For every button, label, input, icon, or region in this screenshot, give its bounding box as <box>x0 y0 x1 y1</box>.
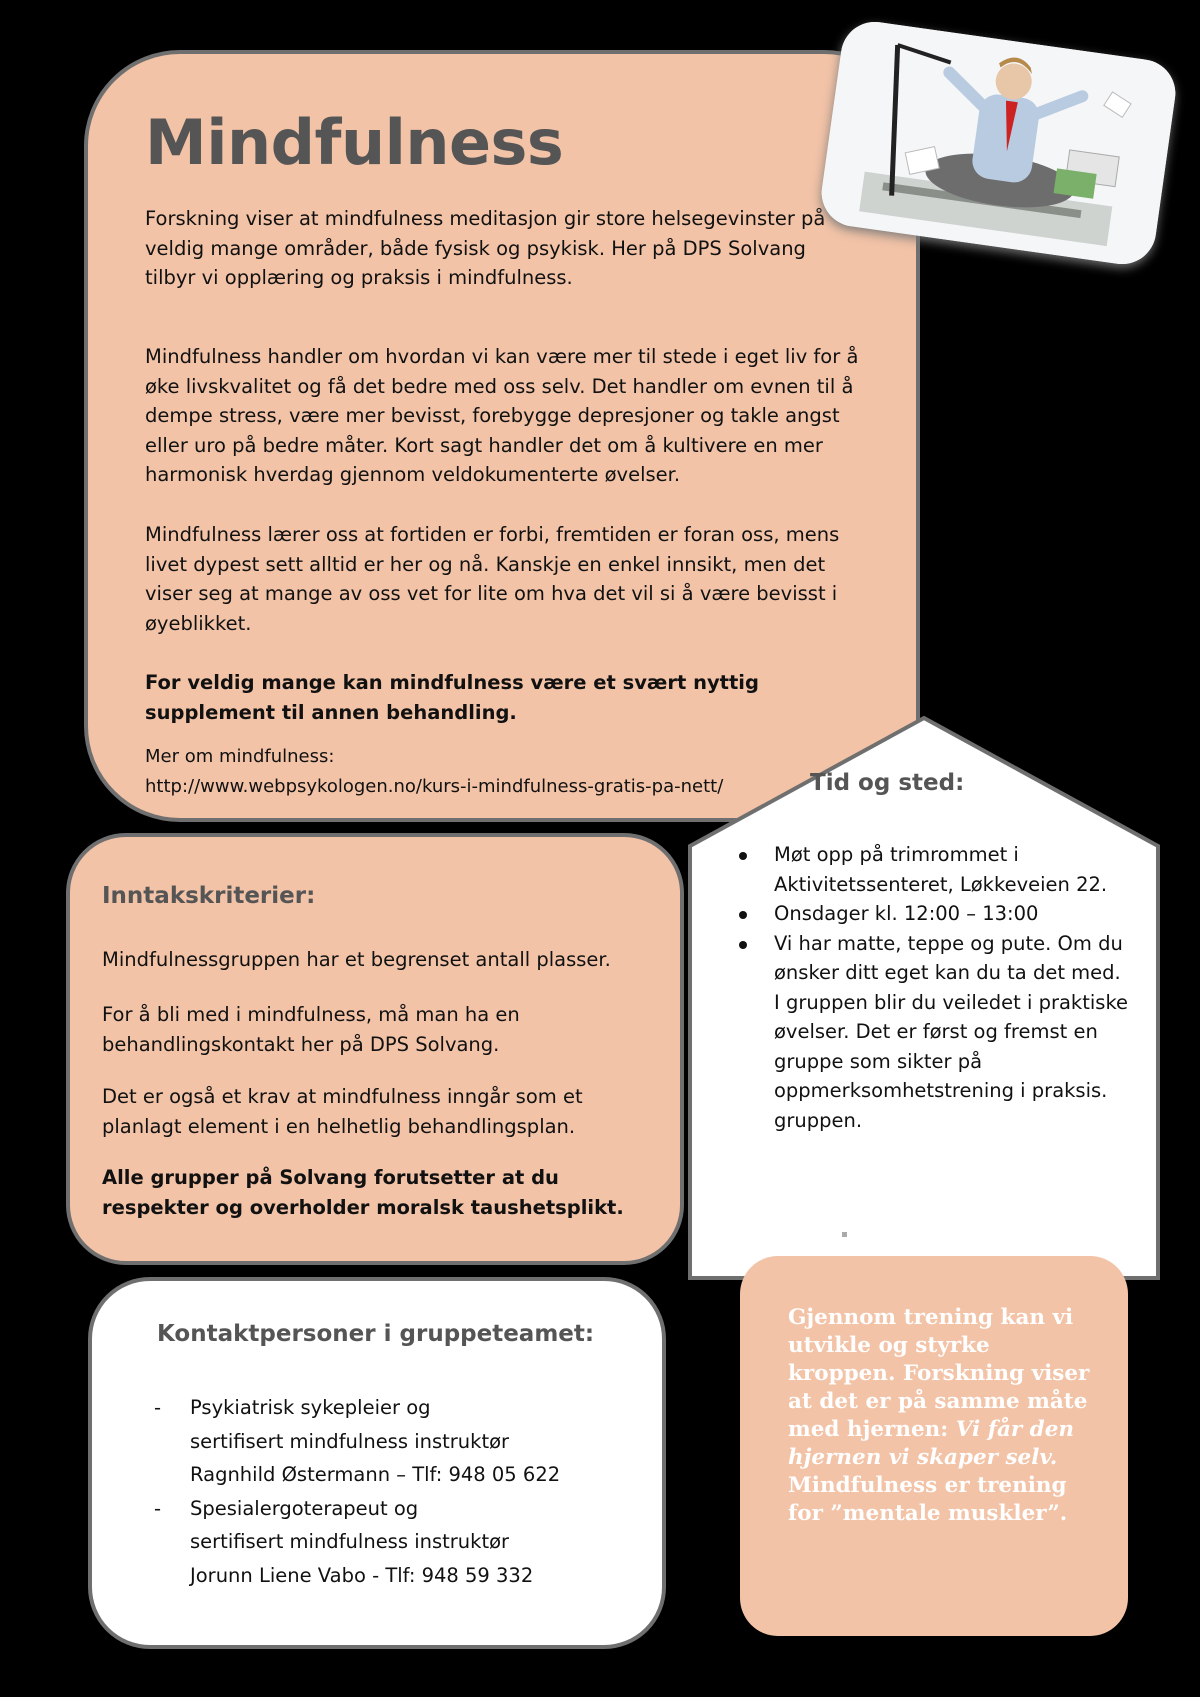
contact-name-phone: Jorunn Liene Vabo - Tlf: 948 59 332 <box>190 1563 534 1587</box>
highlight-paragraph: For veldig mange kan mindfulness være et svært nyttig supplement til annen behandling. <box>145 671 759 724</box>
contact-certification: sertifisert mindfulness instruktør <box>190 1429 510 1453</box>
intro-paragraph: Forskning viser at mindfulness meditasjon gir store helsegevinster på veldig mange områder, både fysisk og psykisk. Her på DPS Solvang tilbyr vi opplæring og praksis i mindfulness. <box>145 207 826 289</box>
present-paragraph: Mindfulness lærer oss at fortiden er forbi, fremtiden er foran oss, mens livet dypest sett alltid er her og nå. Kanskje en enkel innsikt, men det viser seg at mange av oss vet for lite om hva det vil si å være bevisst i øyeblikket. <box>145 523 840 635</box>
contacts-panel <box>88 1277 666 1649</box>
list-item: Onsdager kl. 12:00 – 13:00 <box>739 899 1129 929</box>
contact-item <box>154 1391 560 1492</box>
intro-panel <box>84 50 920 822</box>
list-item: Møt opp på trimrommet i Aktivitetssenteret, Løkkeveien 22. <box>739 840 1129 899</box>
quote-italic: Vi får den hjernen vi skaper selv. <box>788 1417 1075 1470</box>
contact-role: - Psykiatrisk sykepleier og <box>190 1396 431 1419</box>
intake-title: Inntakskriterier: <box>102 883 316 909</box>
about-paragraph: Mindfulness handler om hvordan vi kan være mer til stede i eget liv for å øke livskvalitet og få det bedre med oss selv. Det handler om evnen til å dempe stress, være mer bevisst, forebygge depresjoner og takle angst eller uro på bedre måter. Kort sagt handler det om å kultivere en mer harmonisk hverdag gjennom veldokumenterte øvelser. <box>145 345 859 486</box>
contact-role: - Spesialergoterapeut og <box>190 1496 419 1520</box>
list-item: Vi har matte, teppe og pute. Om du ønsker ditt eget kan du ta det med. I gruppen blir du veiledet i praktiske øvelser. Det er først og fremst en gruppe som sikter på oppmerksomhetstrening i praksis. gruppen. <box>739 929 1129 1136</box>
more-label: Mer om mindfulness: <box>145 746 335 767</box>
contacts-list <box>154 1391 560 1592</box>
quote-part-2: Mindfulness er trening for ”mentale muskler”. <box>788 1473 1068 1526</box>
more-info <box>145 742 723 802</box>
intake-highlight: Alle grupper på Solvang forutsetter at du respekter og overholder moralsk taushetsplikt. <box>102 1166 624 1219</box>
intake-paragraph: Mindfulnessgruppen har et begrenset antall plasser. <box>102 948 611 971</box>
contact-certification: sertifisert mindfulness instruktør <box>190 1530 510 1553</box>
time-place-list <box>739 840 1129 1135</box>
contacts-title: Kontaktpersoner i gruppeteamet: <box>157 1321 595 1347</box>
intake-panel <box>66 833 684 1265</box>
intake-paragraph: For å bli med i mindfulness, må man ha en behandlingskontakt her på DPS Solvang. <box>102 1003 520 1056</box>
page-title: Mindfulness <box>145 106 564 179</box>
quote-part-1: Gjennom trening kan vi utvikle og styrke kroppen. Forskning viser at det er på samme måte med hjernen: <box>788 1305 1090 1442</box>
decorative-dot <box>842 1232 847 1237</box>
more-link[interactable]: http://www.webpsykologen.no/kurs-i-mindfulness-gratis-pa-nett/ <box>145 776 724 797</box>
intake-paragraph: Det er også et krav at mindfulness inngår som et planlagt element i en helhetlig behandlingsplan. <box>102 1085 583 1138</box>
time-place-title: Tid og sted: <box>810 770 965 796</box>
quote-panel <box>740 1256 1128 1636</box>
contact-item <box>154 1492 560 1593</box>
quote-text <box>788 1304 1098 1528</box>
contact-name-phone: Ragnhild Østermann – Tlf: 948 05 622 <box>190 1463 561 1486</box>
